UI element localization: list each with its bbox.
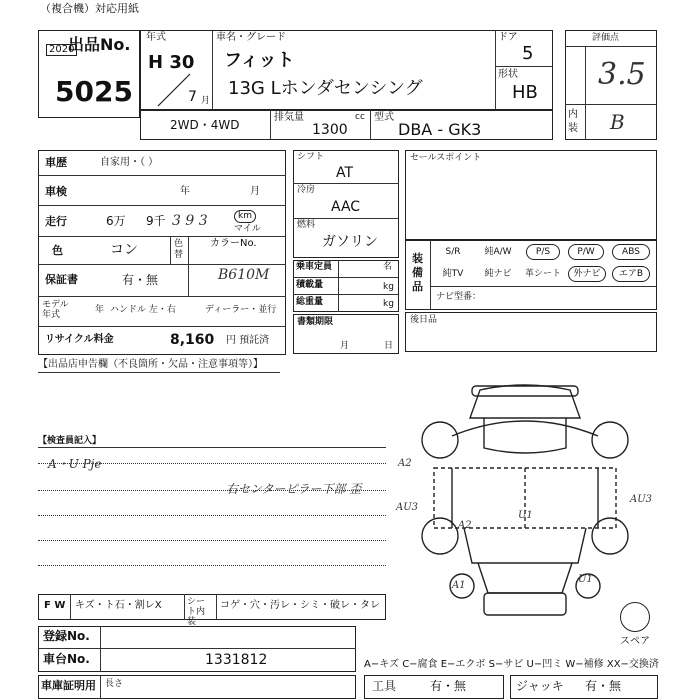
- month-value: 7: [188, 89, 197, 105]
- equip-ps: P/S: [526, 244, 560, 260]
- doc-label: 書類期限: [297, 317, 334, 327]
- car-name: フィット: [224, 50, 295, 71]
- inspection-year: 年: [180, 186, 190, 197]
- jack-value: 有・無: [585, 679, 622, 693]
- garage-cert-length: 長さ: [105, 679, 124, 689]
- equip-pw: P/W: [568, 244, 604, 260]
- inspector-label: 【検査員記入】: [38, 436, 102, 446]
- cc-unit: cc: [355, 112, 365, 122]
- inspector-note-1: A・U Pje: [48, 457, 102, 471]
- color-label: 色: [52, 244, 63, 257]
- handle-text: ハンドル 左・右: [110, 305, 176, 315]
- recycle-unit: 円 預託済: [226, 335, 270, 346]
- dealer-text: ディーラー・並行: [205, 305, 277, 315]
- car-grade: 13G Lホンダセンシング: [228, 78, 423, 99]
- spare-tire-icon: [620, 602, 650, 632]
- diagram-mark-au3-left: AU3: [396, 502, 419, 513]
- model-value: DBA - GK3: [398, 120, 482, 139]
- year-label: 年式: [146, 32, 166, 43]
- inspector-note-2: 右センターピラー下部 歪: [226, 482, 362, 496]
- recycle-label: リサイクル料金: [45, 334, 114, 345]
- sheet-items: コゲ・穴・汚レ・シミ・破レ・タレ: [220, 600, 380, 611]
- grade-score: 3.5: [598, 57, 646, 92]
- gross-label: 総重量: [296, 297, 324, 307]
- grade-label: 評価点: [592, 33, 620, 43]
- equip-ext-navi: 外ナビ: [568, 266, 606, 282]
- tools-value: 有・無: [430, 679, 467, 693]
- history-value: 自家用・（ ）: [100, 157, 159, 168]
- drive-type: 2WD・4WD: [170, 118, 240, 132]
- displacement-label: 排気量: [274, 112, 304, 123]
- fuel-label: 燃料: [297, 220, 316, 230]
- ac-value: AAC: [331, 199, 361, 215]
- diagram-mark-a2-bottom: A2: [458, 520, 472, 531]
- load-unit: kg: [383, 282, 394, 292]
- header-text: （複合機）対応用紙: [40, 2, 139, 15]
- lot-label: 出品No.: [68, 35, 131, 54]
- color-no-label: カラーNo.: [210, 238, 257, 249]
- year-value: H 30: [148, 52, 195, 73]
- name-label: 車名・グレード: [216, 32, 286, 43]
- mileage-man: 6万: [106, 214, 126, 228]
- registration-label: 登録No.: [43, 629, 90, 643]
- door-value: 5: [522, 43, 534, 64]
- model-label: 型式: [374, 112, 394, 123]
- diagram-mark-a2-top: A2: [398, 458, 412, 469]
- doc-month: 月: [340, 341, 350, 351]
- chassis-value: 1331812: [205, 652, 268, 668]
- doc-day: 日: [384, 341, 394, 351]
- equipment-label: 装備品: [412, 252, 423, 293]
- inspection-label: 車検: [45, 185, 67, 198]
- shape-label: 形状: [498, 69, 518, 80]
- warranty-value: 有・無: [122, 273, 159, 287]
- mileage-rest: 3 9 3: [172, 213, 208, 229]
- capacity-unit: 名: [383, 262, 393, 272]
- lot-number: 5025: [55, 75, 133, 108]
- load-label: 積載量: [296, 280, 324, 290]
- fw-label: F W: [44, 600, 66, 611]
- garage-cert-label: 車庫証明用: [41, 679, 96, 692]
- capacity-label: 乗車定員: [296, 262, 333, 272]
- color-value: コン: [110, 242, 138, 258]
- color-change-label: 色替: [174, 239, 184, 260]
- month-unit: 月: [201, 96, 211, 106]
- chassis-label: 車台No.: [43, 652, 90, 666]
- interior-grade: B: [610, 110, 625, 134]
- mileage-sen: 9千: [146, 214, 166, 228]
- displacement-value: 1300: [312, 122, 348, 138]
- diagram-mark-u1-rear: U1: [578, 574, 593, 585]
- equip-leather: 革シート: [524, 269, 561, 279]
- jack-label: ジャッキ: [516, 679, 564, 693]
- car-diagram: [392, 378, 658, 636]
- interior-label: 内装: [568, 109, 578, 134]
- fw-items: キズ・ト石・割レX: [75, 600, 162, 611]
- equip-sr: S/R: [445, 247, 461, 257]
- retrofit-box: [405, 312, 657, 352]
- year-stamp: 2020: [46, 44, 77, 56]
- equip-tv: 純TV: [442, 269, 464, 279]
- inspection-month: 月: [250, 186, 260, 197]
- tools-label: 工具: [372, 679, 397, 693]
- sheet-label: シート内装: [187, 597, 206, 627]
- equip-abs: ABS: [612, 244, 650, 260]
- diagram-mark-au3-right: AU3: [630, 494, 653, 505]
- equip-airbag: エアB: [612, 266, 650, 282]
- gross-unit: kg: [383, 299, 394, 309]
- ac-label: 冷房: [297, 185, 316, 195]
- history-label: 車歴: [45, 156, 67, 169]
- selling-points-box: [405, 150, 657, 240]
- shape-value: HB: [512, 82, 538, 103]
- retrofit-label: 後日品: [410, 315, 438, 325]
- navi-model-label: ナビ型番：: [436, 292, 482, 302]
- model-year-unit: 年: [95, 305, 105, 315]
- shift-label: シフト: [297, 152, 325, 162]
- warranty-label: 保証書: [45, 273, 78, 286]
- model-year-label: モデル年式: [42, 300, 69, 320]
- mile-unit: マイル: [234, 224, 261, 234]
- recycle-value: 8,160: [170, 332, 215, 348]
- mileage-label: 走行: [45, 215, 67, 228]
- history-box: [38, 150, 286, 355]
- color-no-value: B610M: [218, 267, 270, 283]
- door-label: ドア: [498, 32, 518, 43]
- equip-navi: 純ナビ: [484, 269, 512, 279]
- selling-points-label: セールスポイント: [410, 153, 482, 163]
- spare-label: スペア: [620, 636, 650, 647]
- damage-legend: A−キズ C−腐食 E−エクボ S−サビ U−凹ミ W−補修 XX−交換済: [364, 659, 659, 670]
- km-unit: km: [234, 210, 256, 223]
- diagram-mark-u1-center: U1: [518, 510, 533, 521]
- shift-value: AT: [336, 165, 354, 181]
- fuel-value: ガソリン: [322, 234, 378, 250]
- declaration-label: 【出品店申告欄（不良箇所・欠品・注意事項等）】: [38, 359, 263, 370]
- equip-aw: 純A/W: [484, 247, 512, 257]
- diagram-mark-a1: A1: [452, 580, 466, 591]
